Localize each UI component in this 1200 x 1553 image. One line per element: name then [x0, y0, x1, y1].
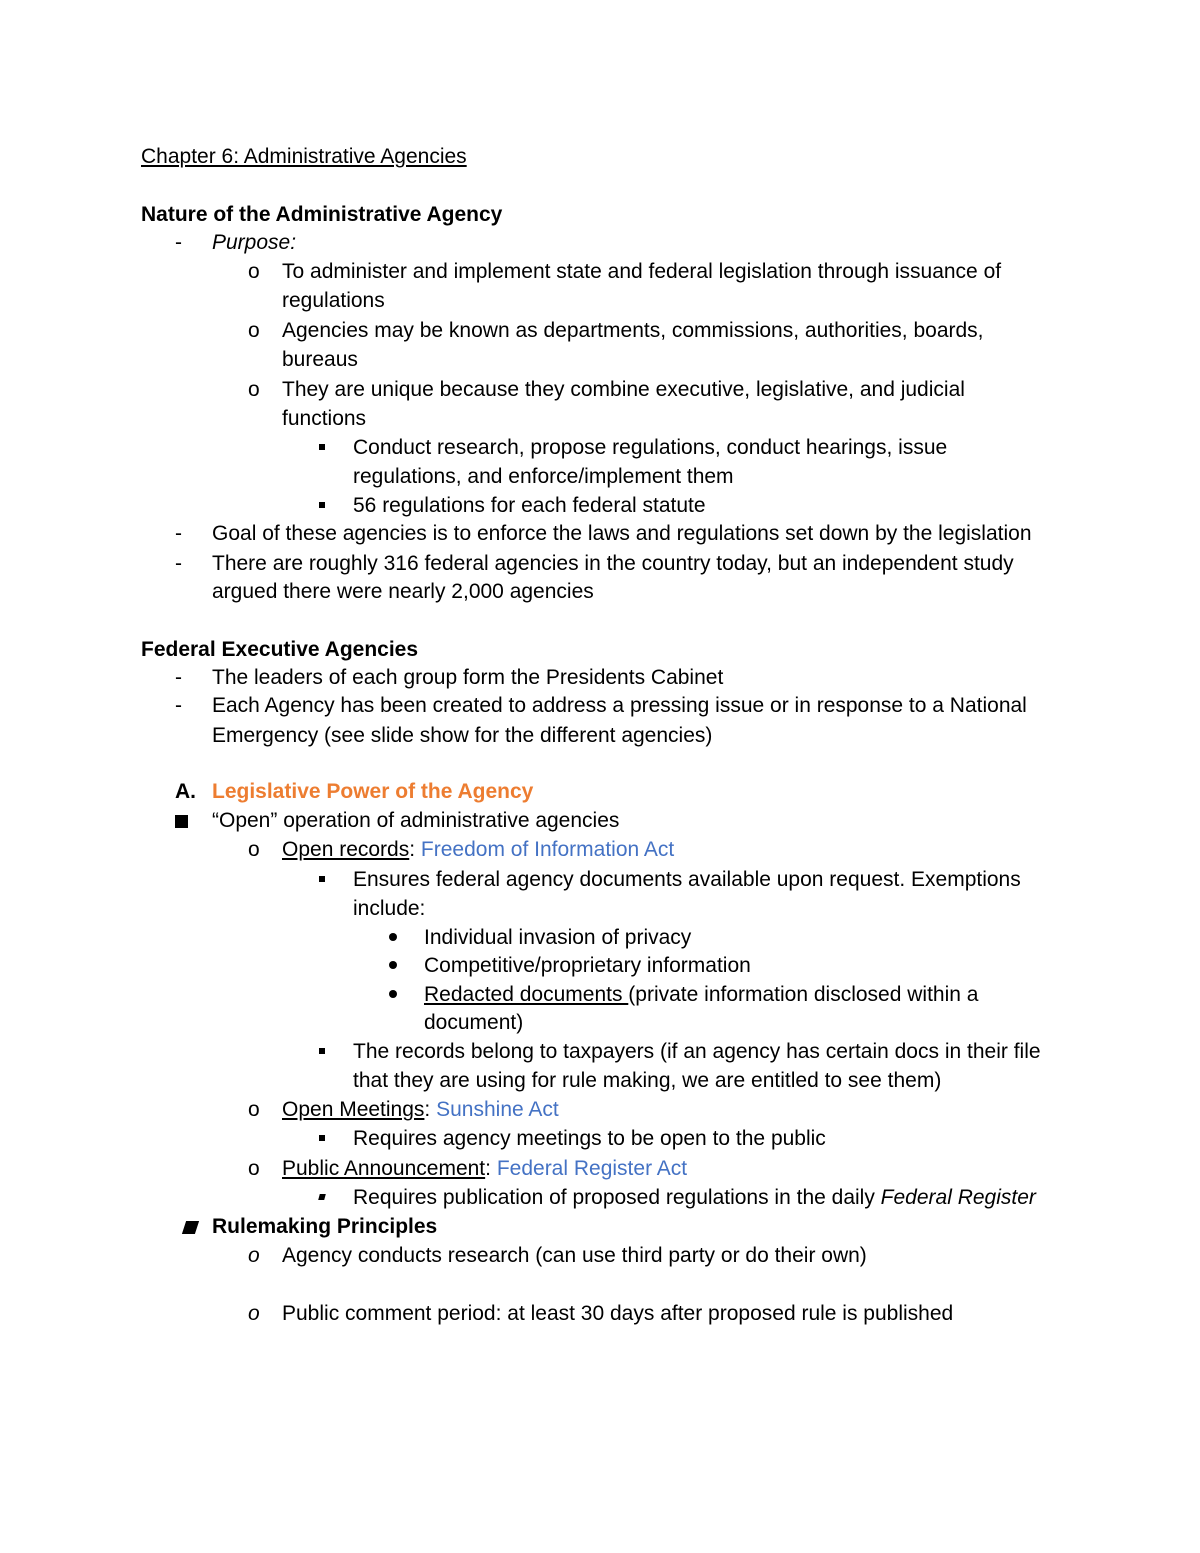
- dash-bullet: -: [175, 522, 182, 545]
- square-bullet-large: [182, 1221, 199, 1234]
- dot-bullet: [389, 990, 397, 998]
- roughly-line-2: argued there were nearly 2,000 agencies: [212, 580, 594, 603]
- colon: :: [409, 838, 416, 861]
- foia-act: Freedom of Information Act: [420, 838, 675, 861]
- meetings-sub: Requires agency meetings to be open to the public: [353, 1127, 826, 1150]
- purpose-item-3-line-2: functions: [282, 407, 367, 430]
- open-operations-text: “Open” operation of administrative agencies: [212, 809, 620, 832]
- purpose-item-3-line-1: They are unique because they combine executive, legislative, and judicial: [282, 378, 965, 401]
- purpose-item-2-line-2: bureaus: [282, 348, 358, 371]
- open-meetings-label: Open Meetings: [282, 1098, 425, 1121]
- circle-bullet: o: [248, 1098, 260, 1121]
- purpose-item-1-line-2: regulations: [282, 289, 385, 312]
- federal-item-2-line-1: Each Agency has been created to address a pressing issue or in response to a National: [212, 694, 1027, 717]
- exemption-2: Competitive/proprietary information: [424, 954, 751, 977]
- page-title: Chapter 6: Administrative Agencies: [141, 145, 467, 168]
- circle-bullet: o: [248, 1302, 260, 1325]
- purpose-item-2-line-1: Agencies may be known as departments, commissions, authorities, boards,: [282, 319, 984, 342]
- section-heading-federal: Federal Executive Agencies: [141, 638, 419, 661]
- exemption-3-line-2: document): [424, 1011, 524, 1034]
- records-belong-line-1: The records belong to taxpayers (if an agency has certain docs in their file: [353, 1040, 1041, 1063]
- redacted-label: Redacted documents: [424, 983, 629, 1006]
- functions-sub-1-line-1: Conduct research, propose regulations, conduct hearings, issue: [353, 436, 948, 459]
- purpose-item-1-line-1: To administer and implement state and federal legislation through issuance of: [282, 260, 1002, 283]
- circle-bullet: o: [248, 838, 260, 861]
- public-sub-text: Requires publication of proposed regulations in the daily: [353, 1186, 881, 1209]
- purpose-label: Purpose:: [212, 231, 297, 254]
- federal-register-act: Federal Register Act: [496, 1157, 688, 1180]
- redacted-rest: (private information disclosed within a: [628, 983, 979, 1006]
- roughly-line-1: There are roughly 316 federal agencies in the country today, but an independent study: [212, 552, 1014, 575]
- circle-bullet: o: [248, 1244, 260, 1267]
- public-announcement-row: [282, 1154, 687, 1183]
- public-announcement-label: Public Announcement: [282, 1157, 486, 1180]
- section-heading-legislative: Legislative Power of the Agency: [212, 780, 534, 803]
- open-records-label: Open records: [282, 838, 410, 861]
- federal-register-italic: Federal Register: [880, 1186, 1036, 1209]
- section-letter-a: A.: [175, 780, 196, 803]
- rulemaking-heading: Rulemaking Principles: [212, 1215, 438, 1238]
- records-belong-line-2: that they are using for rule making, we are entitled to see them): [353, 1069, 942, 1092]
- colon: :: [485, 1157, 491, 1180]
- federal-item-2-line-2: Emergency (see slide show for the different agencies): [212, 724, 713, 747]
- section-heading-nature: Nature of the Administrative Agency: [141, 203, 503, 226]
- circle-bullet: o: [248, 260, 260, 283]
- goal-text: Goal of these agencies is to enforce the laws and regulations set down by the legislation: [212, 522, 1032, 545]
- rulemaking-item-2: Public comment period: at least 30 days after proposed rule is published: [282, 1302, 954, 1325]
- dash-bullet: -: [175, 694, 182, 717]
- federal-item-1: The leaders of each group form the Presidents Cabinet: [212, 666, 724, 689]
- colon: :: [424, 1098, 431, 1121]
- square-bullet: [319, 444, 325, 450]
- square-bullet: [319, 1048, 325, 1054]
- square-bullet: [319, 1135, 325, 1141]
- exemption-1: Individual invasion of privacy: [424, 926, 692, 949]
- public-sub: [353, 1183, 1036, 1212]
- open-meetings-row: [282, 1095, 559, 1124]
- circle-bullet: o: [248, 378, 260, 401]
- square-bullet: [319, 502, 325, 508]
- circle-bullet: o: [248, 319, 260, 342]
- sunshine-act: Sunshine Act: [436, 1098, 559, 1121]
- dot-bullet: [389, 933, 397, 941]
- dash-bullet: -: [175, 231, 182, 254]
- open-records-row: [282, 835, 674, 864]
- rulemaking-item-1: Agency conducts research (can use third party or do their own): [282, 1244, 867, 1267]
- dash-bullet: -: [175, 666, 182, 689]
- ensures-line-2: include:: [353, 897, 426, 920]
- functions-sub-2: 56 regulations for each federal statute: [353, 494, 706, 517]
- square-bullet-large: [175, 815, 188, 828]
- ensures-line-1: Ensures federal agency documents available upon request. Exemptions: [353, 868, 1021, 891]
- dash-bullet: -: [175, 552, 182, 575]
- square-bullet: [319, 876, 325, 882]
- exemption-3-line-1: [424, 980, 978, 1009]
- circle-bullet: o: [248, 1157, 260, 1180]
- functions-sub-1-line-2: regulations, and enforce/implement them: [353, 465, 734, 488]
- dot-bullet: [389, 961, 397, 969]
- square-bullet: [318, 1194, 326, 1200]
